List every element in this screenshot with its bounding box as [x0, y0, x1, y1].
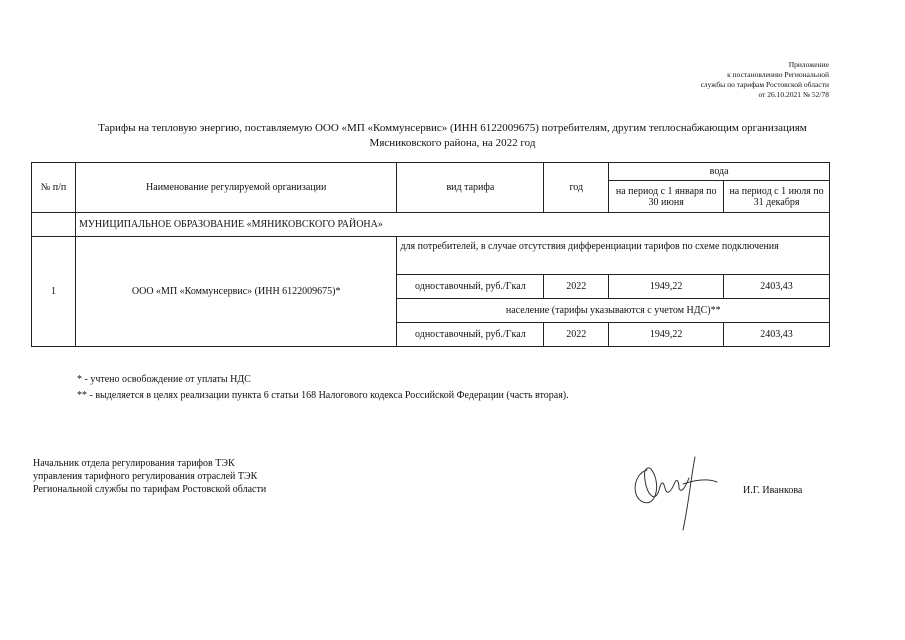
tariff-table	[31, 162, 830, 347]
appendix-line: службы по тарифам Ростовской области	[700, 80, 829, 89]
footnote: ** - выделяется в целях реализации пункта 6 статьи 168 Налогового кодекса Российской Федерации (часть вторая).	[77, 390, 569, 401]
value-period-2: 2403,43	[724, 275, 830, 299]
position-line: Начальник отдела регулирования тарифов ТЭК	[33, 458, 235, 469]
value-period-1: 1949,22	[609, 275, 724, 299]
municipality-row: МУНИЦИПАЛЬНОЕ ОБРАЗОВАНИЕ «МЯНИКОВСКОГО РАЙОНА»	[75, 213, 829, 237]
signer-name: И.Г. Иванкова	[743, 485, 803, 496]
title-line: Тарифы на тепловую энергию, поставляемую ООО «МП «Коммунсервис» (ИНН 6122009675) потребителям, другим теплоснабжающим организациям	[98, 122, 807, 134]
appendix-line: к постановлению Региональной	[727, 70, 829, 79]
header-tariff-type: вид тарифа	[397, 163, 544, 213]
header-year: год	[544, 163, 609, 213]
section-label: население (тарифы указываются с учетом НДС)**	[397, 299, 830, 323]
title-line: Мясниковского района, на 2022 год	[369, 137, 536, 149]
footnote: * - учтено освобождение от уплаты НДС	[77, 374, 251, 385]
header-period-2: на период с 1 июля по 31 декабря	[724, 181, 830, 213]
appendix-line: Приложение	[788, 60, 829, 69]
header-org: Наименование регулируемой организации	[75, 163, 397, 213]
value-period-2: 2403,43	[724, 323, 830, 347]
section-label: для потребителей, в случае отсутствия дифференциации тарифов по схеме подключения	[397, 237, 830, 275]
position-line: Региональной службы по тарифам Ростовской области	[33, 484, 267, 495]
tariff-type-cell: одноставочный, руб./Гкал	[397, 275, 544, 299]
row-number: 1	[32, 237, 76, 347]
tariff-type-cell: одноставочный, руб./Гкал	[397, 323, 544, 347]
year-cell: 2022	[544, 275, 609, 299]
header-num: № п/п	[32, 163, 76, 213]
appendix-line: от 26.10.2021 № 52/78	[758, 90, 829, 99]
position-line: управления тарифного регулирования отраслей ТЭК	[33, 471, 258, 482]
footnotes	[77, 372, 569, 404]
signature-icon	[625, 452, 730, 537]
appendix-block	[701, 60, 829, 100]
document-title	[40, 121, 865, 151]
empty-cell	[32, 213, 76, 237]
value-period-1: 1949,22	[609, 323, 724, 347]
header-water: вода	[609, 163, 830, 181]
signatory-position	[33, 457, 266, 496]
header-period-1: на период с 1 января по 30 июня	[609, 181, 724, 213]
organization-name: ООО «МП «Коммунсервис» (ИНН 6122009675)*	[75, 237, 397, 347]
year-cell: 2022	[544, 323, 609, 347]
